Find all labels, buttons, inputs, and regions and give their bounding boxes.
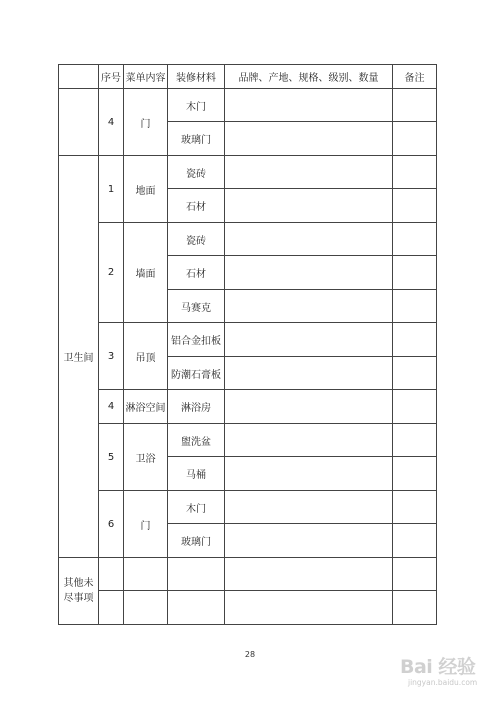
table-row [59, 89, 437, 122]
header-item: 菜单内容 [124, 65, 168, 89]
table-row [59, 558, 437, 591]
note-cell [393, 89, 437, 122]
table-row [59, 424, 437, 457]
note-cell [393, 223, 437, 256]
material-cell [168, 558, 225, 591]
brand-cell [225, 189, 393, 223]
row-no: 1 [99, 156, 124, 223]
row-item: 门 [124, 89, 168, 156]
table-row [59, 223, 437, 256]
material-cell: 防潮石膏板 [168, 357, 225, 390]
row-no [99, 591, 124, 625]
row-item [124, 591, 168, 625]
note-cell [393, 491, 437, 524]
note-cell [393, 424, 437, 457]
material-cell: 铝合金扣板 [168, 323, 225, 357]
brand-cell [225, 457, 393, 491]
row-item: 卫浴 [124, 424, 168, 491]
brand-cell [225, 290, 393, 323]
note-cell [393, 189, 437, 223]
row-no: 3 [99, 323, 124, 390]
row-item: 地面 [124, 156, 168, 223]
brand-cell [225, 357, 393, 390]
watermark-logo: Bai 经验 [400, 656, 476, 678]
row-item: 吊顶 [124, 323, 168, 390]
row-no: 4 [99, 89, 124, 156]
row-item [124, 558, 168, 591]
table-header-row [59, 65, 437, 89]
brand-cell [225, 89, 393, 122]
table-row [59, 323, 437, 357]
table-row [59, 491, 437, 524]
material-cell: 瓷砖 [168, 156, 225, 189]
area-cell-other: 其他未尽事项 [59, 558, 99, 625]
brand-cell [225, 256, 393, 290]
row-no: 6 [99, 491, 124, 558]
brand-cell [225, 323, 393, 357]
note-cell [393, 390, 437, 424]
brand-cell [225, 122, 393, 156]
note-cell [393, 122, 437, 156]
watermark-url: jingyan.baidu.com [408, 678, 478, 687]
area-cell-empty [59, 89, 99, 156]
note-cell [393, 558, 437, 591]
table-row [59, 390, 437, 424]
brand-cell [225, 223, 393, 256]
row-no: 2 [99, 223, 124, 323]
baidu-watermark [398, 652, 490, 698]
row-item: 墙面 [124, 223, 168, 323]
row-no: 4 [99, 390, 124, 424]
brand-cell [225, 524, 393, 558]
brand-cell [225, 558, 393, 591]
material-cell: 淋浴房 [168, 390, 225, 424]
brand-cell [225, 491, 393, 524]
table-row [59, 156, 437, 189]
row-item: 淋浴空间 [124, 390, 168, 424]
row-no [99, 558, 124, 591]
materials-table [58, 64, 437, 625]
note-cell [393, 290, 437, 323]
note-cell [393, 591, 437, 625]
material-cell: 马桶 [168, 457, 225, 491]
material-cell: 木门 [168, 491, 225, 524]
header-area [59, 65, 99, 89]
area-cell-bathroom: 卫生间 [59, 156, 99, 558]
note-cell [393, 457, 437, 491]
brand-cell [225, 591, 393, 625]
header-brand: 品牌、产地、规格、级别、数量 [225, 65, 393, 89]
page-number: 28 [244, 650, 256, 659]
material-cell: 盥洗盆 [168, 424, 225, 457]
header-note: 备注 [393, 65, 437, 89]
material-cell: 玻璃门 [168, 524, 225, 558]
row-no: 5 [99, 424, 124, 491]
note-cell [393, 323, 437, 357]
material-cell: 马赛克 [168, 290, 225, 323]
note-cell [393, 156, 437, 189]
note-cell [393, 357, 437, 390]
header-no: 序号 [99, 65, 124, 89]
material-cell: 玻璃门 [168, 122, 225, 156]
table-row [59, 591, 437, 625]
material-cell: 瓷砖 [168, 223, 225, 256]
material-cell: 木门 [168, 89, 225, 122]
material-cell: 石材 [168, 189, 225, 223]
brand-cell [225, 390, 393, 424]
note-cell [393, 524, 437, 558]
note-cell [393, 256, 437, 290]
brand-cell [225, 156, 393, 189]
row-item: 门 [124, 491, 168, 558]
brand-cell [225, 424, 393, 457]
material-cell: 石材 [168, 256, 225, 290]
header-material: 装修材料 [168, 65, 225, 89]
material-cell [168, 591, 225, 625]
